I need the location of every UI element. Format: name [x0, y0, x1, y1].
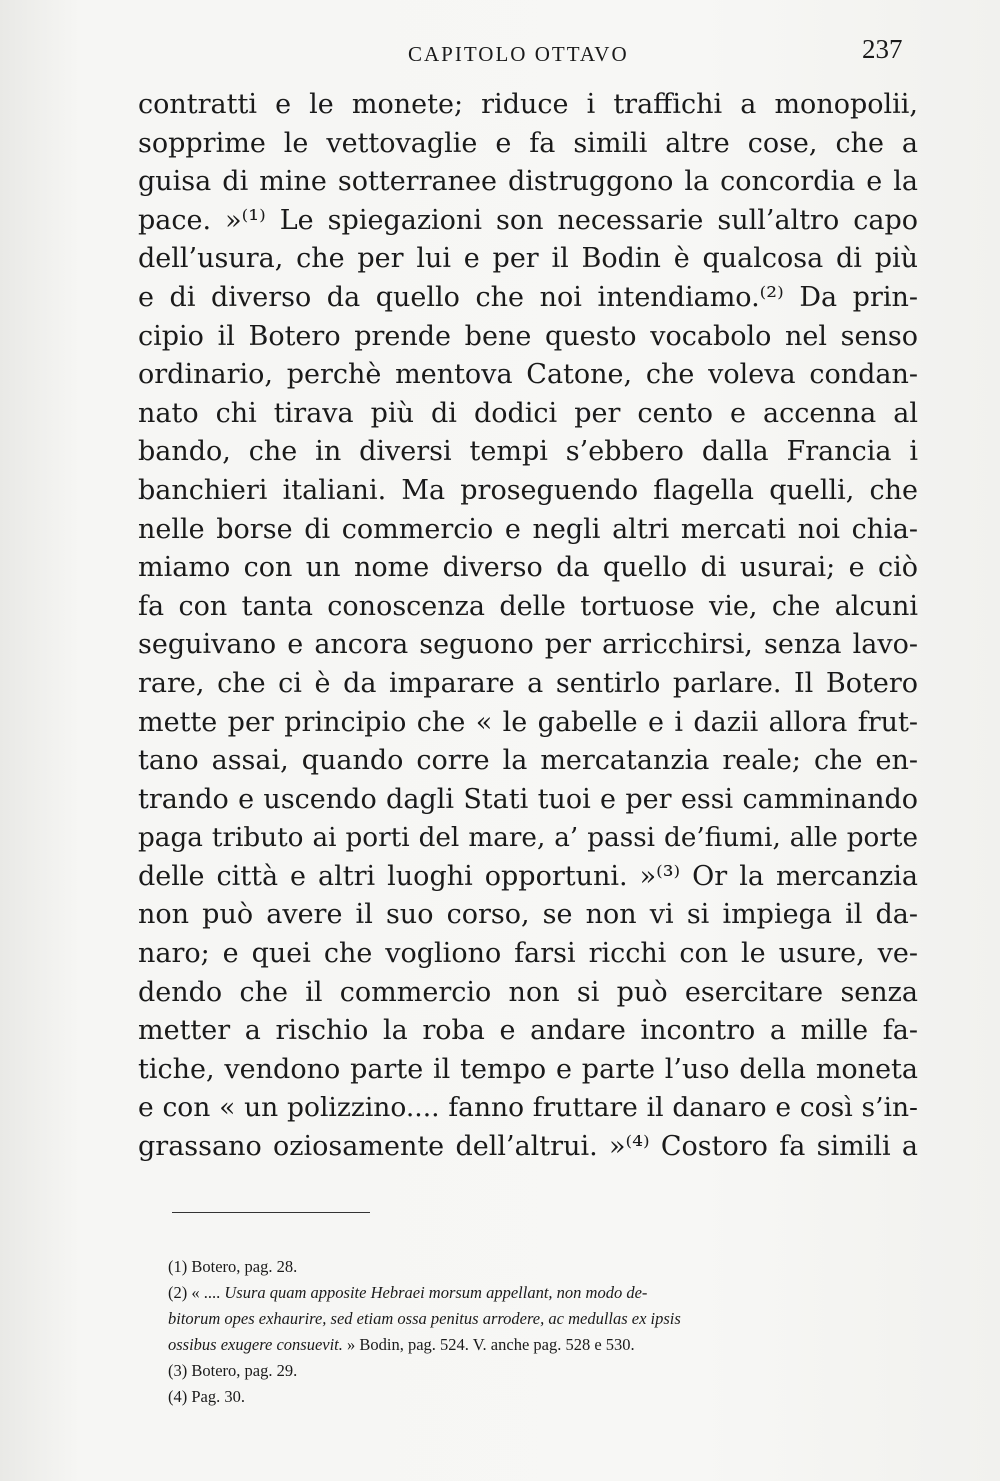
running-title: CAPITOLO OTTAVO: [408, 42, 629, 66]
footnote-2-lead: (2) « ....: [168, 1283, 225, 1302]
text-line: nato chi tirava più di dodici per cento e accenna al: [138, 397, 918, 429]
footnote-2-quote-line-1: Usura quam apposite Hebraei morsum appellant, non modo de-: [224, 1283, 648, 1302]
text-line: dell’usura, che per lui e per il Bodin è qualcosa di più: [138, 243, 918, 275]
text-line: rare, che ci è da imparare a sentirlo parlare. Il Botero: [138, 667, 918, 699]
text-line: pace. »⁽¹⁾ Le spiegazioni son necessarie sull’altro capo: [138, 204, 918, 236]
body-text: [138, 86, 918, 1167]
footnote-2-quote-line-3: ossibus exugere consuevit.: [168, 1335, 343, 1354]
text-line: paga tributo ai porti del mare, a’ passi de’fiumi, alle porte: [138, 823, 918, 854]
text-line: contratti e le monete; riduce i traffichi a monopolii,: [138, 89, 918, 120]
text-line: naro; e quei che vogliono farsi ricchi con le usure, ve-: [138, 938, 918, 970]
footnotes: [168, 1254, 918, 1410]
text-line: e di diverso da quello che noi intendiamo.⁽²⁾ Da prin-: [138, 281, 918, 313]
page-number: 237: [862, 34, 903, 64]
footnote-2-quote-line-2: bitorum opes exhaurire, sed etiam ossa penitus arrodere, ac medullas ex ipsis: [168, 1309, 681, 1328]
footnote-2-continued: [168, 1332, 918, 1358]
footnote-separator: [172, 1212, 370, 1213]
text-line: mette per principio che « le gabelle e i dazii allora frut-: [138, 706, 918, 738]
text-line: nelle borse di commercio e negli altri mercati noi chia-: [138, 513, 918, 545]
footnote-2-continued: [168, 1306, 918, 1332]
footnote-2-source: » Bodin, pag. 524. V. anche pag. 528 e 530.: [342, 1335, 635, 1354]
text-line: metter a rischio la roba e andare incontro a mille fa-: [138, 1015, 918, 1047]
text-line: tano assai, quando corre la mercatanzia reale; che en-: [138, 745, 918, 777]
text-line: non può avere il suo corso, se non vi si impiega il da-: [138, 899, 918, 931]
text-line: tiche, vendono parte il tempo e parte l’uso della moneta: [138, 1053, 918, 1085]
text-line: miamo con un nome diverso da quello di usurai; e ciò: [138, 552, 918, 584]
footnote-3: (3) Botero, pag. 29.: [168, 1361, 298, 1380]
text-line: guisa di mine sotterranee distruggono la concordia e la: [138, 166, 918, 198]
text-line: bando, che in diversi tempi s’ebbero dalla Francia i: [138, 436, 918, 468]
text-line: sopprime le vettovaglie e fa simili altre cose, che a: [138, 127, 918, 159]
footnote-1: (1) Botero, pag. 28.: [168, 1257, 298, 1276]
text-line: banchieri italiani. Ma proseguendo flagella quelli, che: [138, 474, 918, 506]
footnote-2: [168, 1280, 918, 1306]
text-line: delle città e altri luoghi opportuni. »⁽³⁾ Or la mercanzia: [138, 860, 918, 892]
text-line: grassano oziosamente dell’altrui. »⁽⁴⁾ Costoro fa simili a: [138, 1131, 918, 1163]
text-line: dendo che il commercio non si può esercitare senza: [138, 976, 918, 1008]
text-line: cipio il Botero prende bene questo vocabolo nel senso: [138, 320, 918, 352]
page-header: [0, 30, 1000, 80]
text-line: e con « un polizzino.... fanno fruttare il danaro e così s’in-: [138, 1092, 918, 1124]
footnote-4: (4) Pag. 30.: [168, 1387, 245, 1406]
text-line: ordinario, perchè mentova Catone, che voleva condan-: [138, 359, 918, 391]
text-line: trando e uscendo dagli Stati tuoi e per essi camminando: [138, 783, 918, 815]
text-line: seguivano e ancora seguono per arricchirsi, senza lavo-: [138, 629, 918, 661]
text-line: fa con tanta conoscenza delle tortuose vie, che alcuni: [138, 590, 918, 622]
